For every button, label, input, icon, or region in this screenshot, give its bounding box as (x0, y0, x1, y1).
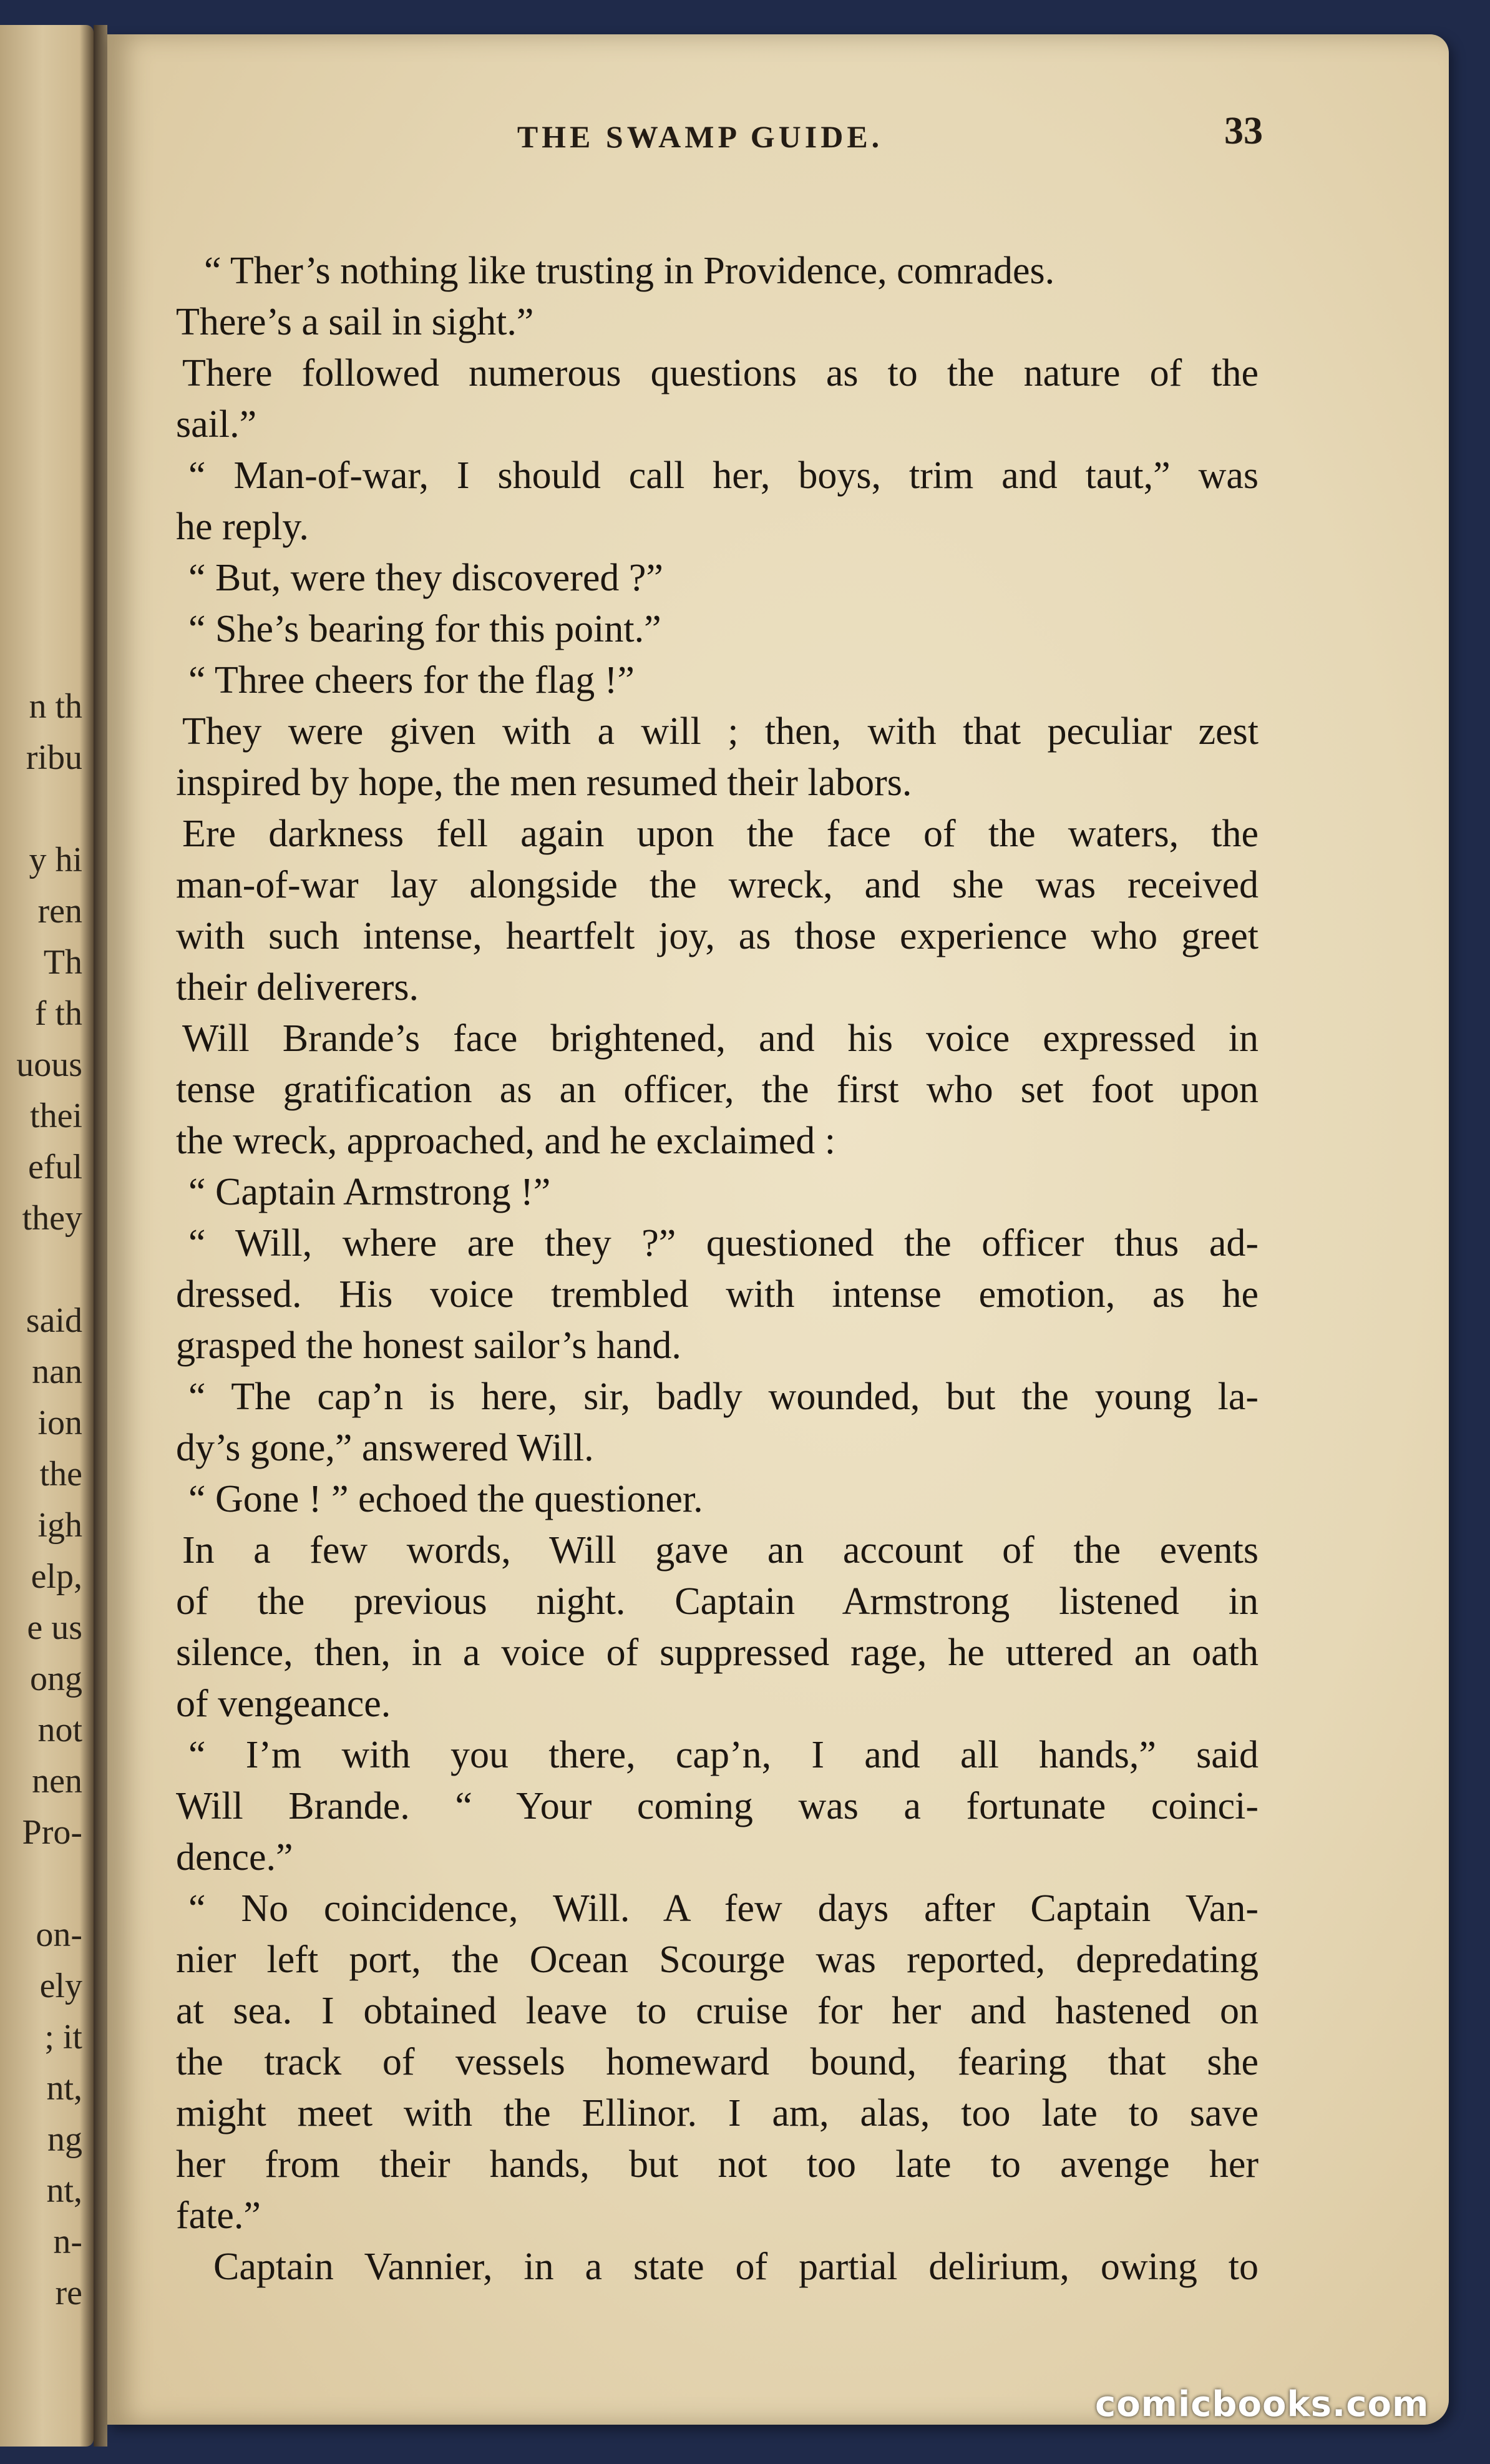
text-line: “ She’s bearing for this point.” (188, 608, 661, 650)
facing-page-fragment: not (37, 1711, 82, 1749)
text-line: “ I’m with you there, cap’n, I and all hands,” said (188, 1734, 1259, 1776)
facing-page-fragment: on- (36, 1915, 82, 1954)
facing-page-fragment: said (26, 1301, 82, 1340)
facing-page-fragment: nt, (46, 2171, 82, 2210)
text-line: sail.” (176, 403, 257, 446)
text-line: their deliverers. (176, 966, 419, 1009)
text-line: Will Brande’s face brightened, and his voice expressed in (182, 1017, 1259, 1060)
facing-page-fragment: n th (29, 687, 82, 726)
text-line: Ere darkness fell again upon the face of the waters, the (182, 813, 1259, 855)
text-line: tense gratification as an officer, the first who set foot upon (176, 1068, 1259, 1111)
text-line: They were given with a will ; then, with that peculiar zest (182, 710, 1259, 753)
facing-page-fragment: uous (16, 1045, 82, 1084)
book-page (107, 34, 1449, 2425)
text-line: dence.” (176, 1836, 293, 1879)
text-line: “ No coincidence, Will. A few days after Captain Van- (188, 1887, 1259, 1930)
text-line: of vengeance. (176, 1683, 391, 1725)
text-line: “ Ther’s nothing like trusting in Providence, comrades. (204, 250, 1055, 292)
text-line: Captain Vannier, in a state of partial delirium, owing to (213, 2246, 1259, 2288)
text-line: grasped the honest sailor’s hand. (176, 1324, 681, 1367)
text-line: silence, then, in a voice of suppressed rage, he uttered an oath (176, 1631, 1259, 1674)
text-line: the track of vessels homeward bound, fearing that she (176, 2041, 1259, 2083)
watermark: comicbooks.com (1095, 2384, 1429, 2425)
text-line: “ But, were they discovered ?” (188, 557, 663, 599)
facing-page-fragment: ong (30, 1660, 82, 1698)
facing-page-fragment: ren (37, 892, 82, 931)
text-line: “ Three cheers for the flag !” (188, 659, 635, 702)
text-line: nier left port, the Ocean Scourge was reported, depredating (176, 1938, 1259, 1981)
facing-page-fragment: n- (53, 2222, 82, 2261)
text-line: In a few words, Will gave an account of the events (182, 1529, 1259, 1572)
facing-page-fragment: ng (47, 2120, 82, 2159)
text-line: dy’s gone,” answered Will. (176, 1427, 594, 1469)
page-number: 33 (1224, 110, 1263, 152)
text-line: “ Captain Armstrong !” (188, 1171, 551, 1213)
facing-page-fragment: eful (27, 1148, 82, 1186)
facing-page-fragment: ; it (44, 2018, 82, 2056)
facing-page-fragment: ion (37, 1404, 82, 1442)
facing-page-fragment: re (55, 2274, 82, 2312)
text-line: at sea. I obtained leave to cruise for her and hastened on (176, 1990, 1259, 2032)
text-line: inspired by hope, the men resumed their labors. (176, 761, 912, 804)
text-line: man-of-war lay alongside the wreck, and she was received (176, 864, 1259, 906)
text-line: with such intense, heartfelt joy, as those experience who greet (176, 915, 1259, 957)
text-line: her from their hands, but not too late to avenge her (176, 2143, 1259, 2186)
facing-page-fragment: igh (37, 1506, 82, 1545)
text-line: of the previous night. Captain Armstrong listened in (176, 1580, 1259, 1623)
facing-page-fragment: they (22, 1199, 82, 1238)
facing-page-fragment: thei (30, 1097, 82, 1135)
text-line: “ Will, where are they ?” questioned the officer thus ad- (188, 1222, 1259, 1264)
facing-page-fragment: ribu (26, 738, 82, 777)
facing-page-fragment: the (39, 1455, 82, 1494)
text-line: Will Brande. “ Your coming was a fortunate coinci- (176, 1785, 1259, 1827)
facing-page-fragment: f th (34, 994, 82, 1033)
facing-page-fragment: Pro- (22, 1813, 82, 1852)
facing-page-fragment: e us (27, 1608, 82, 1647)
text-line: “ Man-of-war, I should call her, boys, trim and taut,” was (188, 454, 1259, 497)
book-spine (94, 25, 107, 2447)
facing-page-fragment: nen (32, 1762, 82, 1801)
facing-page-fragment: Th (43, 943, 82, 982)
text-line: fate.” (176, 2194, 261, 2237)
facing-page-fragment: nan (32, 1352, 82, 1391)
facing-page-fragment: y hi (29, 841, 82, 879)
body-text (107, 245, 1271, 2292)
text-line: “ Gone ! ” echoed the questioner. (188, 1478, 703, 1520)
text-line: dressed. His voice trembled with intense emotion, as he (176, 1273, 1259, 1316)
text-line: the wreck, approached, and he exclaimed : (176, 1120, 835, 1162)
text-line: There followed numerous questions as to the nature of the (182, 352, 1259, 394)
text-line: “ The cap’n is here, sir, badly wounded, but the young la- (188, 1376, 1259, 1418)
facing-page-edge (0, 25, 94, 2447)
text-line: might meet with the Ellinor. I am, alas, too late to save (176, 2092, 1259, 2134)
text-line: There’s a sail in sight.” (176, 301, 534, 343)
running-head: THE SWAMP GUIDE. (517, 119, 884, 154)
facing-page-fragment: elp, (31, 1557, 82, 1596)
facing-page-fragment: nt, (46, 2069, 82, 2108)
text-line: he reply. (176, 506, 309, 548)
facing-page-fragment: ely (39, 1967, 82, 2005)
